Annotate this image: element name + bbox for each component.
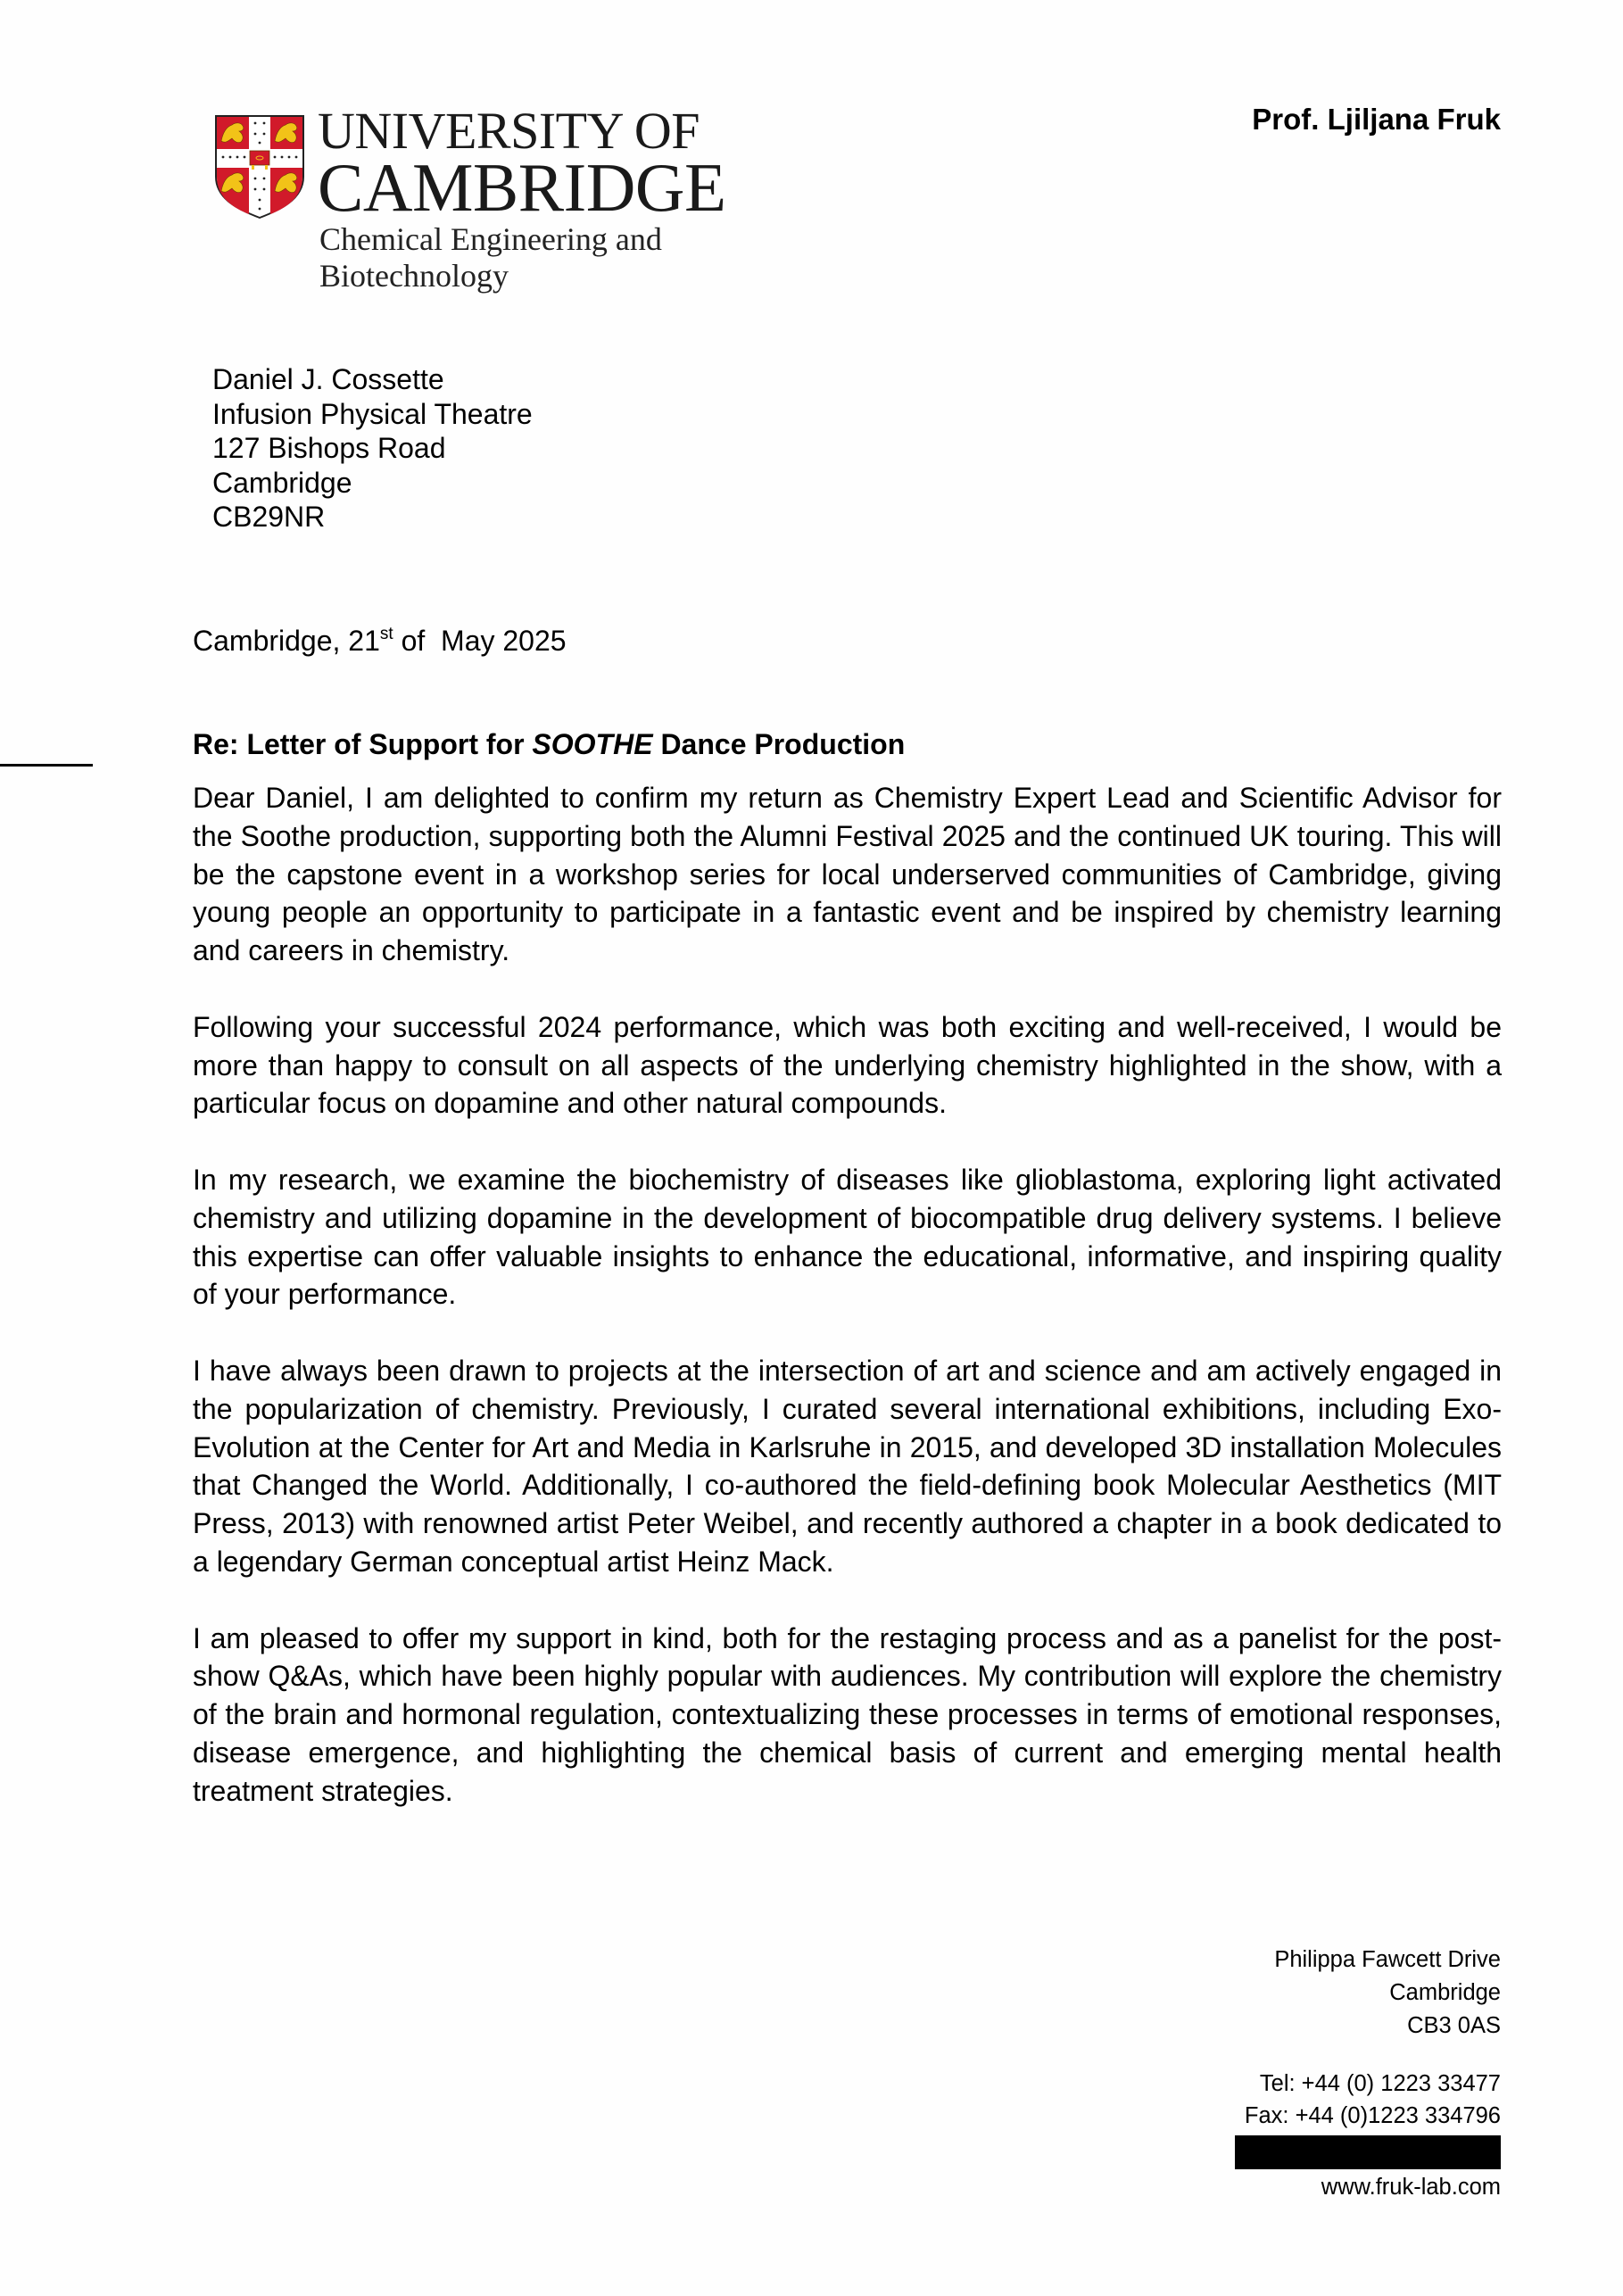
sender-fax: Fax: +44 (0)1223 334796 bbox=[1244, 2103, 1501, 2128]
body-paragraph: Dear Daniel, I am delighted to confirm my return as Chemistry Expert Lead and Scientific Advisor for the Soothe production, supporting both the Alumni Festival 2025 and the continued UK touring. This will be the capstone event in a workshop series for local underserved communities of Cambridge, giving young people an opportunity to participate in a fantastic event and be inspired by chemistry learning and careers in chemistry. bbox=[193, 782, 1502, 967]
subject-suffix: Dance Production bbox=[652, 728, 906, 760]
institution-name-line2: CAMBRIDGE bbox=[318, 149, 726, 226]
recipient-city: Cambridge bbox=[212, 466, 352, 499]
institution-name-line1: UNIVERSITY OF bbox=[318, 102, 700, 160]
sender-city: Cambridge bbox=[1389, 1980, 1501, 2005]
subject-production-name: SOOTHE bbox=[532, 728, 653, 760]
sender-street: Philippa Fawcett Drive bbox=[1274, 1947, 1501, 1972]
spacer bbox=[1235, 2043, 1501, 2068]
date-ordinal-suffix: st bbox=[379, 625, 393, 643]
sender-postcode: CB3 0AS bbox=[1407, 2013, 1501, 2038]
department-name-line2: Biotechnology bbox=[319, 258, 509, 294]
body-paragraph: Following your successful 2024 performance, which was both exciting and well-received, I would be more than happy to consult on all aspects of the underlying chemistry highlighted in the show, with a particular focus on dopamine and other natural compounds. bbox=[193, 1010, 1502, 1120]
body-paragraph: I have always been drawn to projects at the intersection of art and science and am actively engaged in the popularization of chemistry. Previously, I curated several international exhibitions, including Exo-Evolution at the Center for Art and Media in Karlsruhe in 2015, and developed 3D installation Molecules that Changed the World. Additionally, I co-authored the field-defining book Molecular Aesthetics (MIT Press, 2013) with renowned artist Peter Weibel, and recently authored a chapter in a book dedicated to a legendary German conceptual artist Heinz Mack. bbox=[193, 1354, 1502, 1578]
sender-name: Prof. Ljiljana Fruk bbox=[1252, 103, 1501, 136]
letter-body bbox=[193, 779, 1502, 1848]
fold-mark-divider bbox=[0, 764, 93, 767]
recipient-street: 127 Bishops Road bbox=[212, 432, 446, 464]
recipient-address bbox=[212, 362, 533, 535]
sender-contact-block bbox=[1235, 1944, 1501, 2203]
recipient-organization: Infusion Physical Theatre bbox=[212, 397, 533, 430]
recipient-postcode: CB29NR bbox=[212, 501, 326, 533]
university-crest-icon bbox=[214, 114, 305, 220]
date-prefix: Cambridge, 21 bbox=[193, 625, 380, 657]
recipient-name: Daniel J. Cossette bbox=[212, 363, 444, 395]
sender-telephone: Tel: +44 (0) 1223 33477 bbox=[1259, 2071, 1501, 2096]
subject-line bbox=[193, 726, 905, 762]
date-suffix: of May 2025 bbox=[393, 625, 567, 657]
department-name-line1: Chemical Engineering and bbox=[319, 221, 662, 257]
sender-website-link[interactable]: www.fruk-lab.com bbox=[1321, 2175, 1501, 2200]
body-paragraph: In my research, we examine the biochemistry of diseases like glioblastoma, exploring light activated chemistry and utilizing dopamine in the development of biocompatible drug delivery systems. I believe this expertise can offer valuable insights to enhance the educational, informative, and inspiring quality of your performance. bbox=[193, 1163, 1502, 1311]
redacted-email-block bbox=[1235, 2135, 1501, 2169]
letter-date bbox=[193, 623, 567, 664]
body-paragraph: I am pleased to offer my support in kind, both for the restaging process and as a panelist for the post-show Q&As, which have been highly popular with audiences. My contribution will explore the chemistry of the brain and hormonal regulation, contextualizing these processes in terms of emotional responses, disease emergence, and highlighting the chemical basis of current and emerging mental health treatment strategies. bbox=[193, 1621, 1502, 1807]
subject-prefix: Re: Letter of Support for bbox=[193, 728, 533, 760]
